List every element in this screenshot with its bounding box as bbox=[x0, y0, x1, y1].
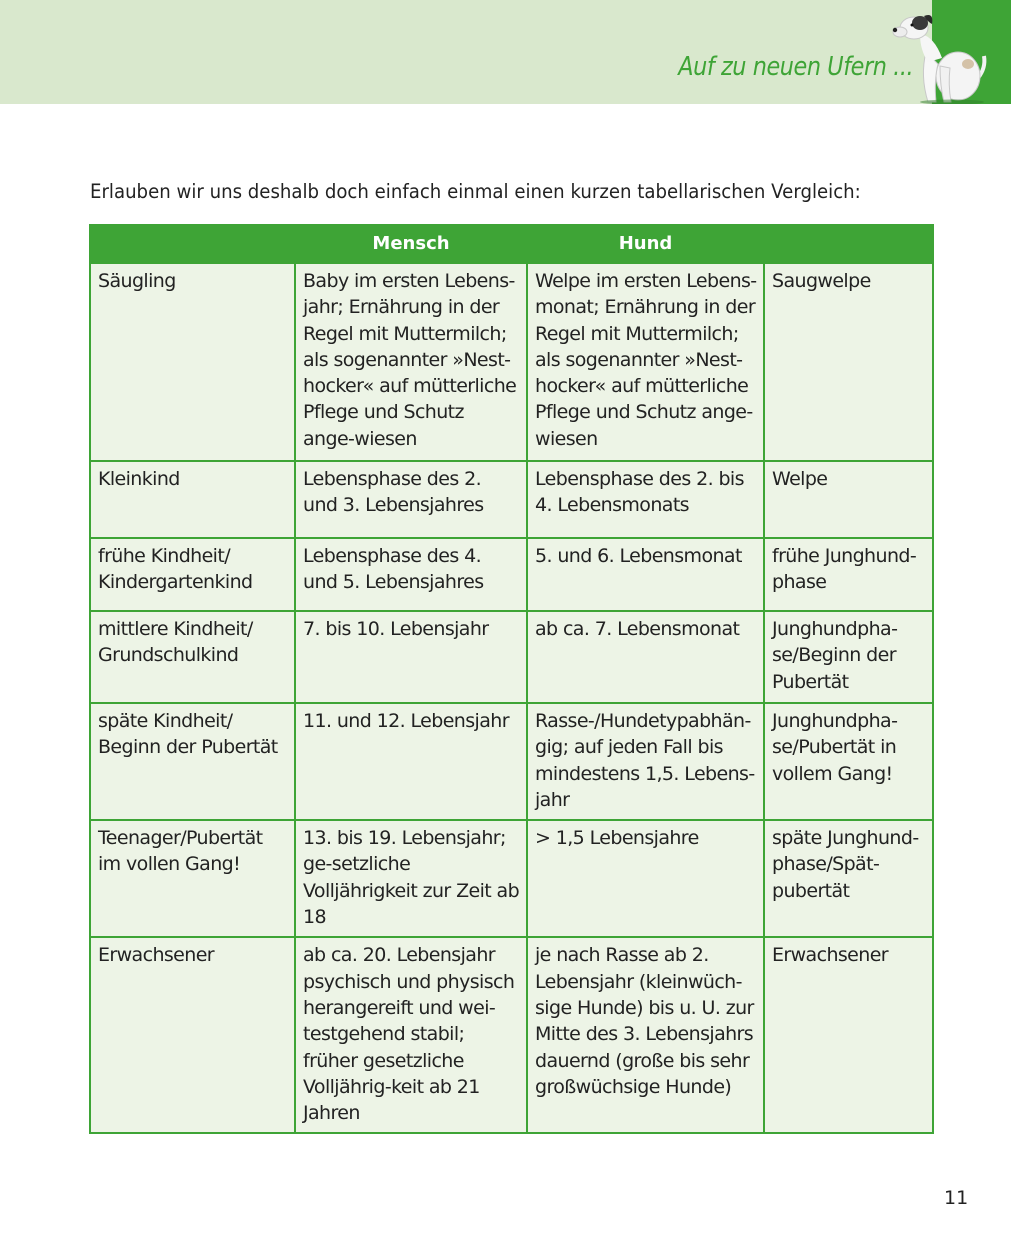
comparison-table bbox=[89, 224, 934, 1134]
human-cell: ab ca. 20. Lebensjahr psychisch und physisch herangereift und wei-testgehend stabil; früher gesetzliche Volljährig-keit ab 21 Jahren bbox=[295, 937, 527, 1133]
dog-phase-cell: Saugwelpe bbox=[764, 263, 933, 461]
table-row bbox=[90, 703, 933, 820]
stage-cell: Erwachsener bbox=[90, 937, 295, 1133]
human-cell: Baby im ersten Lebens-jahr; Ernährung in der Regel mit Muttermilch; als sogenannter »Nest-hocker« auf mütterliche Pflege und Schutz ange-wiesen bbox=[295, 263, 527, 461]
dog-cell: je nach Rasse ab 2. Lebensjahr (kleinwüch-sige Hunde) bis u. U. zur Mitte des 3. Lebensjahrs dauernd (große bis sehr großwüchsige Hunde) bbox=[527, 937, 764, 1133]
table-row bbox=[90, 820, 933, 937]
dog-phase-cell: Welpe bbox=[764, 461, 933, 538]
dog-cell: Rasse-/Hundetypabhän-gig; auf jeden Fall bis mindestens 1,5. Lebens-jahr bbox=[527, 703, 764, 820]
header-cell-mensch: Mensch bbox=[295, 225, 527, 263]
table-row bbox=[90, 263, 933, 461]
dog-cell: ab ca. 7. Lebensmonat bbox=[527, 611, 764, 703]
dog-illustration bbox=[890, 6, 990, 104]
dog-cell: Welpe im ersten Lebens-monat; Ernährung in der Regel mit Muttermilch; als sogenannter »Nest-hocker« auf mütterliche Pflege und Schutz ange-wiesen bbox=[527, 263, 764, 461]
human-cell: 11. und 12. Lebensjahr bbox=[295, 703, 527, 820]
stage-cell: frühe Kindheit/ Kindergartenkind bbox=[90, 538, 295, 611]
dog-cell: > 1,5 Lebensjahre bbox=[527, 820, 764, 937]
human-cell: Lebensphase des 2. und 3. Lebensjahres bbox=[295, 461, 527, 538]
stage-cell: mittlere Kindheit/ Grundschulkind bbox=[90, 611, 295, 703]
dog-phase-cell: frühe Junghund-phase bbox=[764, 538, 933, 611]
stage-cell: Kleinkind bbox=[90, 461, 295, 538]
dog-phase-cell: späte Junghund-phase/Spät-pubertät bbox=[764, 820, 933, 937]
human-cell: 13. bis 19. Lebensjahr; ge-setzliche Volljährigkeit zur Zeit ab 18 bbox=[295, 820, 527, 937]
header-cell-empty bbox=[90, 225, 295, 263]
dog-phase-cell: Erwachsener bbox=[764, 937, 933, 1133]
human-cell: 7. bis 10. Lebensjahr bbox=[295, 611, 527, 703]
human-cell: Lebensphase des 4. und 5. Lebensjahres bbox=[295, 538, 527, 611]
table-row bbox=[90, 611, 933, 703]
table-header-row bbox=[90, 225, 933, 263]
header-cell-empty-2 bbox=[764, 225, 933, 263]
intro-paragraph: Erlauben wir uns deshalb doch einfach einmal einen kurzen tabellarischen Vergleich: bbox=[90, 180, 861, 203]
dog-cell: 5. und 6. Lebensmonat bbox=[527, 538, 764, 611]
page-header-title: Auf zu neuen Ufern ... bbox=[678, 52, 913, 82]
stage-cell: Säugling bbox=[90, 263, 295, 461]
stage-cell: späte Kindheit/ Beginn der Pubertät bbox=[90, 703, 295, 820]
stage-cell: Teenager/Pubertät im vollen Gang! bbox=[90, 820, 295, 937]
dog-phase-cell: Junghundpha-se/Beginn der Pubertät bbox=[764, 611, 933, 703]
table-row bbox=[90, 538, 933, 611]
header-cell-hund: Hund bbox=[527, 225, 764, 263]
dog-cell: Lebensphase des 2. bis 4. Lebensmonats bbox=[527, 461, 764, 538]
page-number: 11 bbox=[944, 1187, 969, 1209]
table-row bbox=[90, 461, 933, 538]
table-row bbox=[90, 937, 933, 1133]
dog-phase-cell: Junghundpha-se/Pubertät in vollem Gang! bbox=[764, 703, 933, 820]
